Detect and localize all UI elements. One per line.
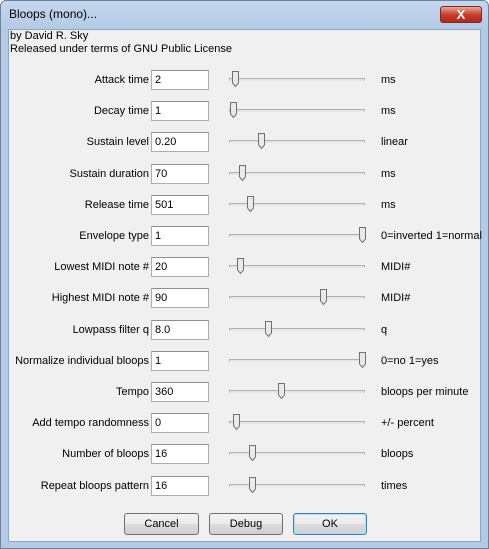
sustain-duration-unit: ms [381,168,396,180]
lowest-midi-note-input[interactable] [151,257,209,277]
attack-time-label: Attack time [94,74,149,86]
highest-midi-note-label: Highest MIDI note # [51,292,149,304]
lowest-midi-note-label: Lowest MIDI note # [54,261,149,273]
slider-thumb[interactable] [359,352,366,368]
slider-thumb[interactable] [232,71,239,87]
tempo-label: Tempo [115,386,149,398]
lowpass-filter-q-input[interactable] [151,320,209,340]
tempo-input[interactable] [151,382,209,402]
sustain-duration-label: Sustain duration [69,168,149,180]
repeat-bloops-pattern-slider[interactable] [229,477,365,497]
intro-text [10,30,232,56]
release-time-unit: ms [381,199,396,211]
sustain-level-slider[interactable] [229,133,365,153]
slider-track [229,265,365,268]
highest-midi-note-input[interactable] [151,288,209,308]
normalize-individual-bloops-unit: 0=no 1=yes [381,355,439,367]
attack-time-slider[interactable] [229,71,365,91]
slider-track [229,390,365,393]
slider-track [229,234,365,237]
close-icon: X [456,7,466,22]
sustain-duration-slider[interactable] [229,165,365,185]
tempo-unit: bloops per minute [381,386,469,398]
add-tempo-randomness-label: Add tempo randomness [32,417,149,429]
slider-track [229,328,365,331]
author-line: by David R. Sky [10,30,89,42]
number-of-bloops-unit: bloops [381,448,414,460]
slider-thumb[interactable] [265,321,272,337]
lowest-midi-note-slider[interactable] [229,258,365,278]
highest-midi-note-unit: MIDI# [381,292,411,304]
release-time-label: Release time [84,199,149,211]
number-of-bloops-label: Number of bloops [62,448,149,460]
sustain-level-label: Sustain level [86,136,149,148]
close-button[interactable] [440,6,482,23]
license-line: Released under terms of GNU Public License [10,43,232,55]
envelope-type-unit: 0=inverted 1=normal [381,230,482,242]
normalize-individual-bloops-slider[interactable] [229,352,365,372]
tempo-slider[interactable] [229,383,365,403]
decay-time-unit: ms [381,105,396,117]
slider-thumb[interactable] [249,445,256,461]
add-tempo-randomness-input[interactable] [151,413,209,433]
slider-track [229,109,365,112]
slider-thumb[interactable] [320,289,327,305]
slider-thumb[interactable] [249,477,256,493]
slider-thumb[interactable] [230,102,237,118]
attack-time-input[interactable] [151,70,209,90]
slider-thumb[interactable] [247,196,254,212]
slider-track [229,172,365,175]
slider-thumb[interactable] [233,414,240,430]
attack-time-unit: ms [381,74,396,86]
repeat-bloops-pattern-label: Repeat bloops pattern [40,480,149,492]
add-tempo-randomness-slider[interactable] [229,414,365,434]
repeat-bloops-pattern-unit: times [381,480,408,492]
decay-time-input[interactable] [151,101,209,121]
highest-midi-note-slider[interactable] [229,289,365,309]
slider-track [229,359,365,362]
lowpass-filter-q-slider[interactable] [229,321,365,341]
window-title: Bloops (mono)... [9,7,98,21]
release-time-slider[interactable] [229,196,365,216]
add-tempo-randomness-unit: +/- percent [381,417,434,429]
envelope-type-input[interactable] [151,226,209,246]
number-of-bloops-input[interactable] [151,444,209,464]
decay-time-slider[interactable] [229,102,365,122]
envelope-type-slider[interactable] [229,227,365,247]
slider-track [229,421,365,424]
sustain-level-unit: linear [381,136,408,148]
normalize-individual-bloops-label: Normalize individual bloops [15,355,149,367]
slider-thumb[interactable] [237,258,244,274]
slider-track [229,296,365,299]
lowpass-filter-q-unit: q [381,324,388,336]
lowpass-filter-q-label: Lowpass filter q [72,324,149,336]
repeat-bloops-pattern-input[interactable] [151,476,209,496]
decay-time-label: Decay time [93,105,149,117]
title-bar[interactable] [1,1,488,29]
slider-track [229,140,365,143]
number-of-bloops-slider[interactable] [229,445,365,465]
lowest-midi-note-unit: MIDI# [381,261,411,273]
dialog-body [8,29,481,542]
slider-track [229,78,365,81]
slider-thumb[interactable] [239,165,246,181]
envelope-type-label: Envelope type [79,230,149,242]
slider-thumb[interactable] [258,133,265,149]
debug-button[interactable]: Debug [209,513,283,535]
cancel-button[interactable]: Cancel [124,513,199,535]
release-time-input[interactable] [151,195,209,215]
slider-thumb[interactable] [359,227,366,243]
ok-button[interactable]: OK [293,513,367,535]
sustain-duration-input[interactable] [151,164,209,184]
sustain-level-input[interactable] [151,132,209,152]
normalize-individual-bloops-input[interactable] [151,351,209,371]
slider-thumb[interactable] [278,383,285,399]
